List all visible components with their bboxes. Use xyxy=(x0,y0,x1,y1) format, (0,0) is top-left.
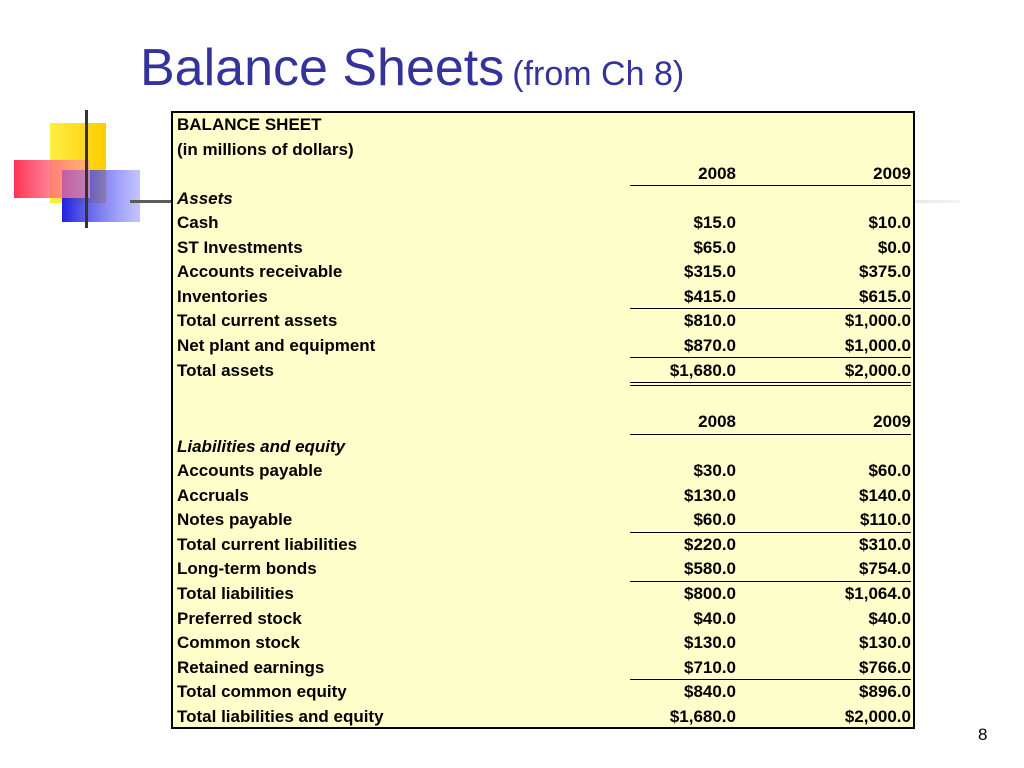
row-label: Total liabilities xyxy=(177,584,294,603)
row-label: Accruals xyxy=(177,485,249,505)
assets-section-label: Assets xyxy=(177,188,233,208)
row-label: Total current assets xyxy=(177,311,338,331)
liab-section-row xyxy=(173,435,913,459)
value-2008: $710.0 xyxy=(684,657,736,677)
total-assets-double-rule-2 xyxy=(630,385,911,386)
total-current-liabilities-rule xyxy=(630,532,911,533)
value-2008: $65.0 xyxy=(693,237,736,257)
value-2008: $40.0 xyxy=(693,608,736,628)
table-row xyxy=(173,334,913,358)
title-subtitle: (from Ch 8) xyxy=(512,55,685,93)
value-2009: $896.0 xyxy=(859,682,911,702)
value-2008: $810.0 xyxy=(684,311,736,331)
value-2009: $40.0 xyxy=(868,608,911,628)
liab-section-label: Liabilities and equity xyxy=(177,436,346,456)
value-2009: $375.0 xyxy=(859,262,911,282)
row-label: Notes payable xyxy=(177,510,293,530)
value-2009: $0.0 xyxy=(877,237,911,257)
table-row xyxy=(173,533,913,557)
row-label: Total assets xyxy=(177,360,275,380)
assets-year-header-row xyxy=(173,162,913,186)
sheet-heading: BALANCE SHEET xyxy=(177,115,322,134)
value-2008: $15.0 xyxy=(693,213,736,232)
value-2009: $754.0 xyxy=(859,559,911,579)
value-2009: $130.0 xyxy=(859,633,911,653)
total-liabilities-rule xyxy=(630,581,911,582)
value-2009: $615.0 xyxy=(859,286,911,306)
row-label: Long-term bonds xyxy=(177,559,317,579)
table-row xyxy=(173,656,913,680)
row-label: Net plant and equipment xyxy=(177,336,376,355)
value-2009: $766.0 xyxy=(859,657,911,677)
row-label: Retained earnings xyxy=(177,657,325,677)
table-row xyxy=(173,236,913,260)
table-row xyxy=(173,680,913,704)
table-row xyxy=(173,557,913,581)
row-label: Inventories xyxy=(177,286,268,306)
value-2009: $10.0 xyxy=(868,213,911,232)
row-label: Cash xyxy=(177,213,219,232)
value-2009: $1,000.0 xyxy=(844,311,911,331)
year-header-2008: 2008 xyxy=(698,164,736,183)
value-2009: $2,000.0 xyxy=(844,360,911,380)
row-label: Preferred stock xyxy=(177,608,302,628)
slide-logo xyxy=(0,0,150,240)
sheet-units-row xyxy=(173,138,913,162)
year-header-2008: 2008 xyxy=(698,412,736,431)
value-2008: $840.0 xyxy=(684,682,736,702)
value-2008: $800.0 xyxy=(684,584,736,603)
table-row xyxy=(173,508,913,532)
table-row xyxy=(173,631,913,655)
row-label: Total current liabilities xyxy=(177,534,358,554)
total-assets-rule xyxy=(630,357,911,358)
row-label: Common stock xyxy=(177,633,300,653)
value-2008: $60.0 xyxy=(693,510,736,530)
value-2008: $1,680.0 xyxy=(669,360,736,380)
value-2008: $220.0 xyxy=(684,534,736,554)
table-row xyxy=(173,459,913,483)
year-header-2009: 2009 xyxy=(873,164,911,183)
total-assets-double-rule-1 xyxy=(630,382,911,383)
sheet-heading-row xyxy=(173,113,913,137)
value-2009: $140.0 xyxy=(859,485,911,505)
value-2008: $415.0 xyxy=(684,286,736,306)
value-2008: $30.0 xyxy=(693,461,736,480)
table-row xyxy=(173,607,913,631)
balance-sheet-table xyxy=(171,111,915,729)
table-row xyxy=(173,484,913,508)
row-label: ST Investments xyxy=(177,237,303,257)
slide-title xyxy=(140,38,684,98)
value-2009: $310.0 xyxy=(859,534,911,554)
table-row xyxy=(173,309,913,333)
liab-year-header-row xyxy=(173,410,913,434)
value-2008: $1,680.0 xyxy=(669,707,736,726)
year-header-2009: 2009 xyxy=(873,412,911,431)
assets-section-row xyxy=(173,187,913,211)
value-2009: $60.0 xyxy=(868,461,911,480)
row-label: Total common equity xyxy=(177,682,347,702)
value-2009: $2,000.0 xyxy=(844,707,911,726)
total-current-assets-rule xyxy=(630,308,911,309)
value-2009: $1,000.0 xyxy=(844,336,911,355)
value-2008: $130.0 xyxy=(684,485,736,505)
table-row xyxy=(173,211,913,235)
table-row xyxy=(173,359,913,383)
table-row xyxy=(173,285,913,309)
title-main: Balance Sheets xyxy=(140,39,505,97)
row-label: Total liabilities and equity xyxy=(177,707,384,726)
table-row xyxy=(173,582,913,606)
value-2008: $580.0 xyxy=(684,559,736,579)
value-2008: $315.0 xyxy=(684,262,736,282)
value-2009: $110.0 xyxy=(859,510,911,530)
row-label: Accounts receivable xyxy=(177,262,343,282)
row-label: Accounts payable xyxy=(177,461,323,480)
value-2008: $130.0 xyxy=(684,633,736,653)
table-row xyxy=(173,705,913,729)
value-2009: $1,064.0 xyxy=(844,584,911,603)
page-number: 8 xyxy=(978,725,988,744)
table-row xyxy=(173,260,913,284)
total-common-equity-rule xyxy=(630,679,911,680)
sheet-units: (in millions of dollars) xyxy=(177,139,354,159)
value-2008: $870.0 xyxy=(684,336,736,355)
